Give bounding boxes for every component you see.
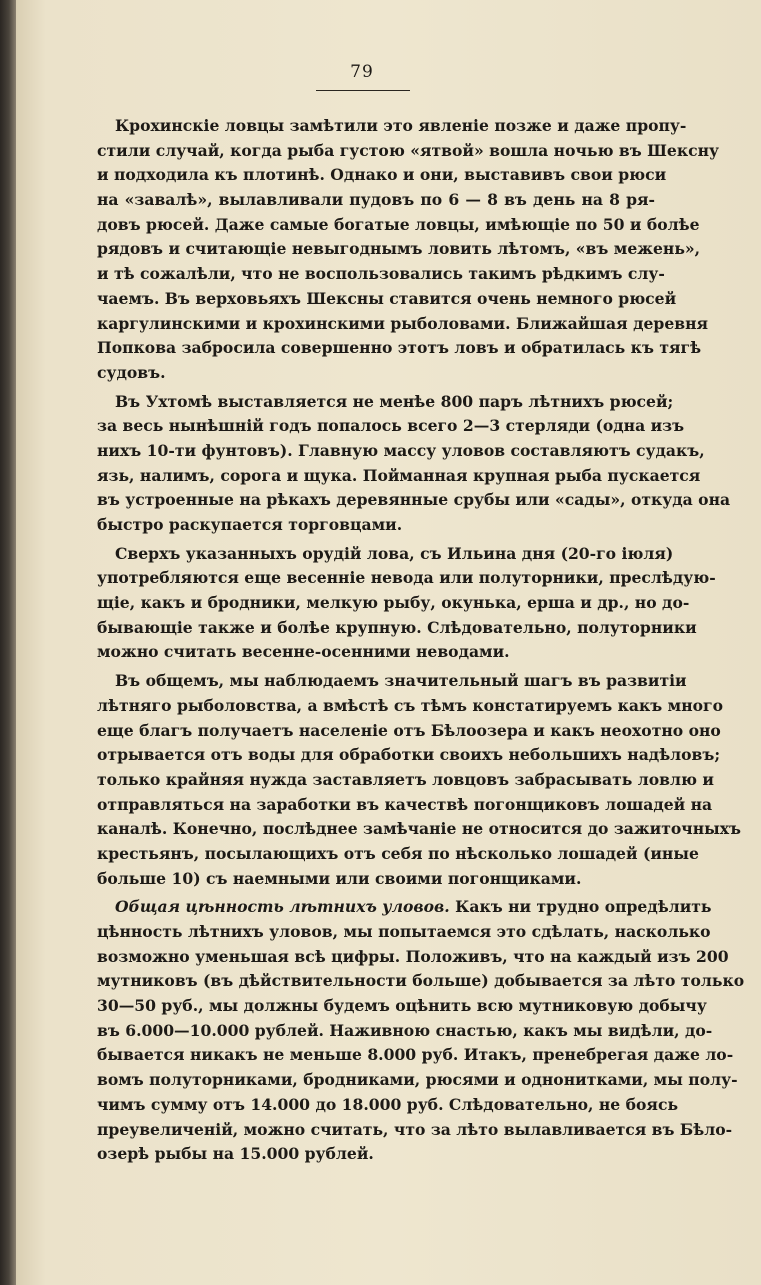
body-text <box>97 114 745 1167</box>
text-line-rest: Какъ ни трудно опредѣлить <box>449 897 712 917</box>
text-line: на «завалѣ», вылавливали пудовъ по 6 — 8 въ день на 8 ря- <box>97 190 655 210</box>
text-line: преувеличеній, можно считать, что за лѣто вылавливается въ Бѣло- <box>97 1119 733 1139</box>
page-number: 79 <box>350 62 374 82</box>
paragraph <box>97 542 716 665</box>
text-line: цѣнность лѣтнихъ уловов, мы попытаемся это сдѣлать, насколько <box>97 922 711 941</box>
text-line: 30—50 руб., мы должны будемъ оцѣнить всю мутниковую добычу <box>97 996 707 1016</box>
text-line: быстро раскупается торговцами. <box>97 515 403 534</box>
text-line: крестьянъ, посылающихъ отъ себя по нѣсколько лошадей (иные <box>97 843 699 863</box>
text-line: озерѣ рыбы на 15.000 рублей. <box>97 1144 374 1164</box>
text-line: вомъ полуторниками, бродниками, рюсями и однонитками, мы полу- <box>97 1070 738 1090</box>
paragraph <box>97 895 745 1167</box>
paragraph <box>97 669 742 891</box>
text-line: отправляться на заработки въ качествѣ погонщиковъ лошадей на <box>97 794 713 814</box>
text-line: чимъ сумму отъ 14.000 до 18.000 руб. Слѣдовательно, не боясь <box>97 1094 679 1114</box>
page <box>16 0 761 1285</box>
text-line: лѣтняго рыболовства, а вмѣстѣ съ тѣмъ констатируемъ какъ много <box>97 695 723 715</box>
book-binding <box>0 0 16 1285</box>
text-line: возможно уменьшая всѣ цифры. Положивъ, что на каждый изъ 200 <box>97 946 729 966</box>
text-line: мутниковъ (въ дѣйствительности больше) добывается за лѣто только <box>97 971 745 991</box>
text-line: Крохинскіе ловцы замѣтили это явленіе позже и даже пропу- <box>115 116 687 135</box>
text-line: употребляются еще весенніе невода или полуторники, преслѣдую- <box>97 568 716 588</box>
text-line: въ устроенные на рѣкахъ деревянные срубы или «сады», откуда она <box>97 490 731 510</box>
text-line: еще благъ получаетъ населеніе отъ Бѣлоозера и какъ неохотно оно <box>97 720 721 740</box>
text-line: отрывается отъ воды для обработки своихъ небольшихъ надѣловъ; <box>97 745 721 765</box>
text-line: можно считать весенне-осенними неводами. <box>97 642 510 662</box>
text-line: нихъ 10-ти фунтовъ). Главную массу уловов составляютъ судакъ, <box>97 440 705 460</box>
text-line: и тѣ сожалѣли, что не воспользовались такимъ рѣдкимъ слу- <box>97 264 665 284</box>
text-line: стили случай, когда рыба густою «ятвой» вошла ночью въ Шексну <box>97 140 719 160</box>
text-line: довъ рюсей. Даже самые богатые ловцы, имѣющіе по 50 и болѣе <box>97 214 700 234</box>
text-line: больше 10) съ наемными или своими погонщиками. <box>97 868 582 888</box>
text-line <box>97 895 712 920</box>
paragraph <box>97 114 719 386</box>
text-line: бывающіе также и болѣе крупную. Слѣдовательно, полуторники <box>97 617 697 637</box>
section-heading-italic: Общая цѣнность лѣтнихъ уловов. <box>115 897 450 917</box>
text-line: щіе, какъ и бродники, мелкую рыбу, окунька, ерша и др., но до- <box>97 593 690 613</box>
text-line: Сверхъ указанныхъ орудій лова, съ Ильина дня (20-го іюля) <box>115 543 674 563</box>
text-line: Въ общемъ, мы наблюдаемъ значительный шагъ въ развитіи <box>115 671 687 691</box>
text-line: рядовъ и считающіе невыгоднымъ ловить лѣтомъ, «въ межень», <box>97 239 701 259</box>
text-line: язь, налимъ, сорога и щука. Пойманная крупная рыба пускается <box>97 465 701 485</box>
text-line: бывается никакъ не меньше 8.000 руб. Итакъ, пренебрегая даже ло- <box>97 1045 734 1065</box>
header-rule <box>316 90 410 91</box>
text-line: и подходила къ плотинѣ. Однако и они, выставивъ свои рюси <box>97 165 667 185</box>
text-line: за весь нынѣшній годъ попалось всего 2—3 стерляди (одна изъ <box>97 416 685 436</box>
text-line: чаемъ. Въ верховьяхъ Шексны ставится очень немного рюсей <box>97 288 677 308</box>
text-line: каналѣ. Конечно, послѣднее замѣчаніе не относится до зажиточныхъ <box>97 819 742 839</box>
text-line: судовъ. <box>97 362 166 382</box>
paragraph <box>97 390 731 538</box>
text-line: Попкова забросила совершенно этотъ ловъ и обратилась къ тягѣ <box>97 338 702 358</box>
text-line: каргулинскими и крохинскими рыболовами. Ближайшая деревня <box>97 313 709 333</box>
text-line: Въ Ухтомѣ выставляется не менѣе 800 паръ лѣтнихъ рюсей; <box>115 391 674 411</box>
text-line: только крайняя нужда заставляетъ ловцовъ забрасывать ловлю и <box>97 769 714 789</box>
text-line: въ 6.000—10.000 рублей. Наживною снастью, какъ мы видѣли, до- <box>97 1020 713 1040</box>
